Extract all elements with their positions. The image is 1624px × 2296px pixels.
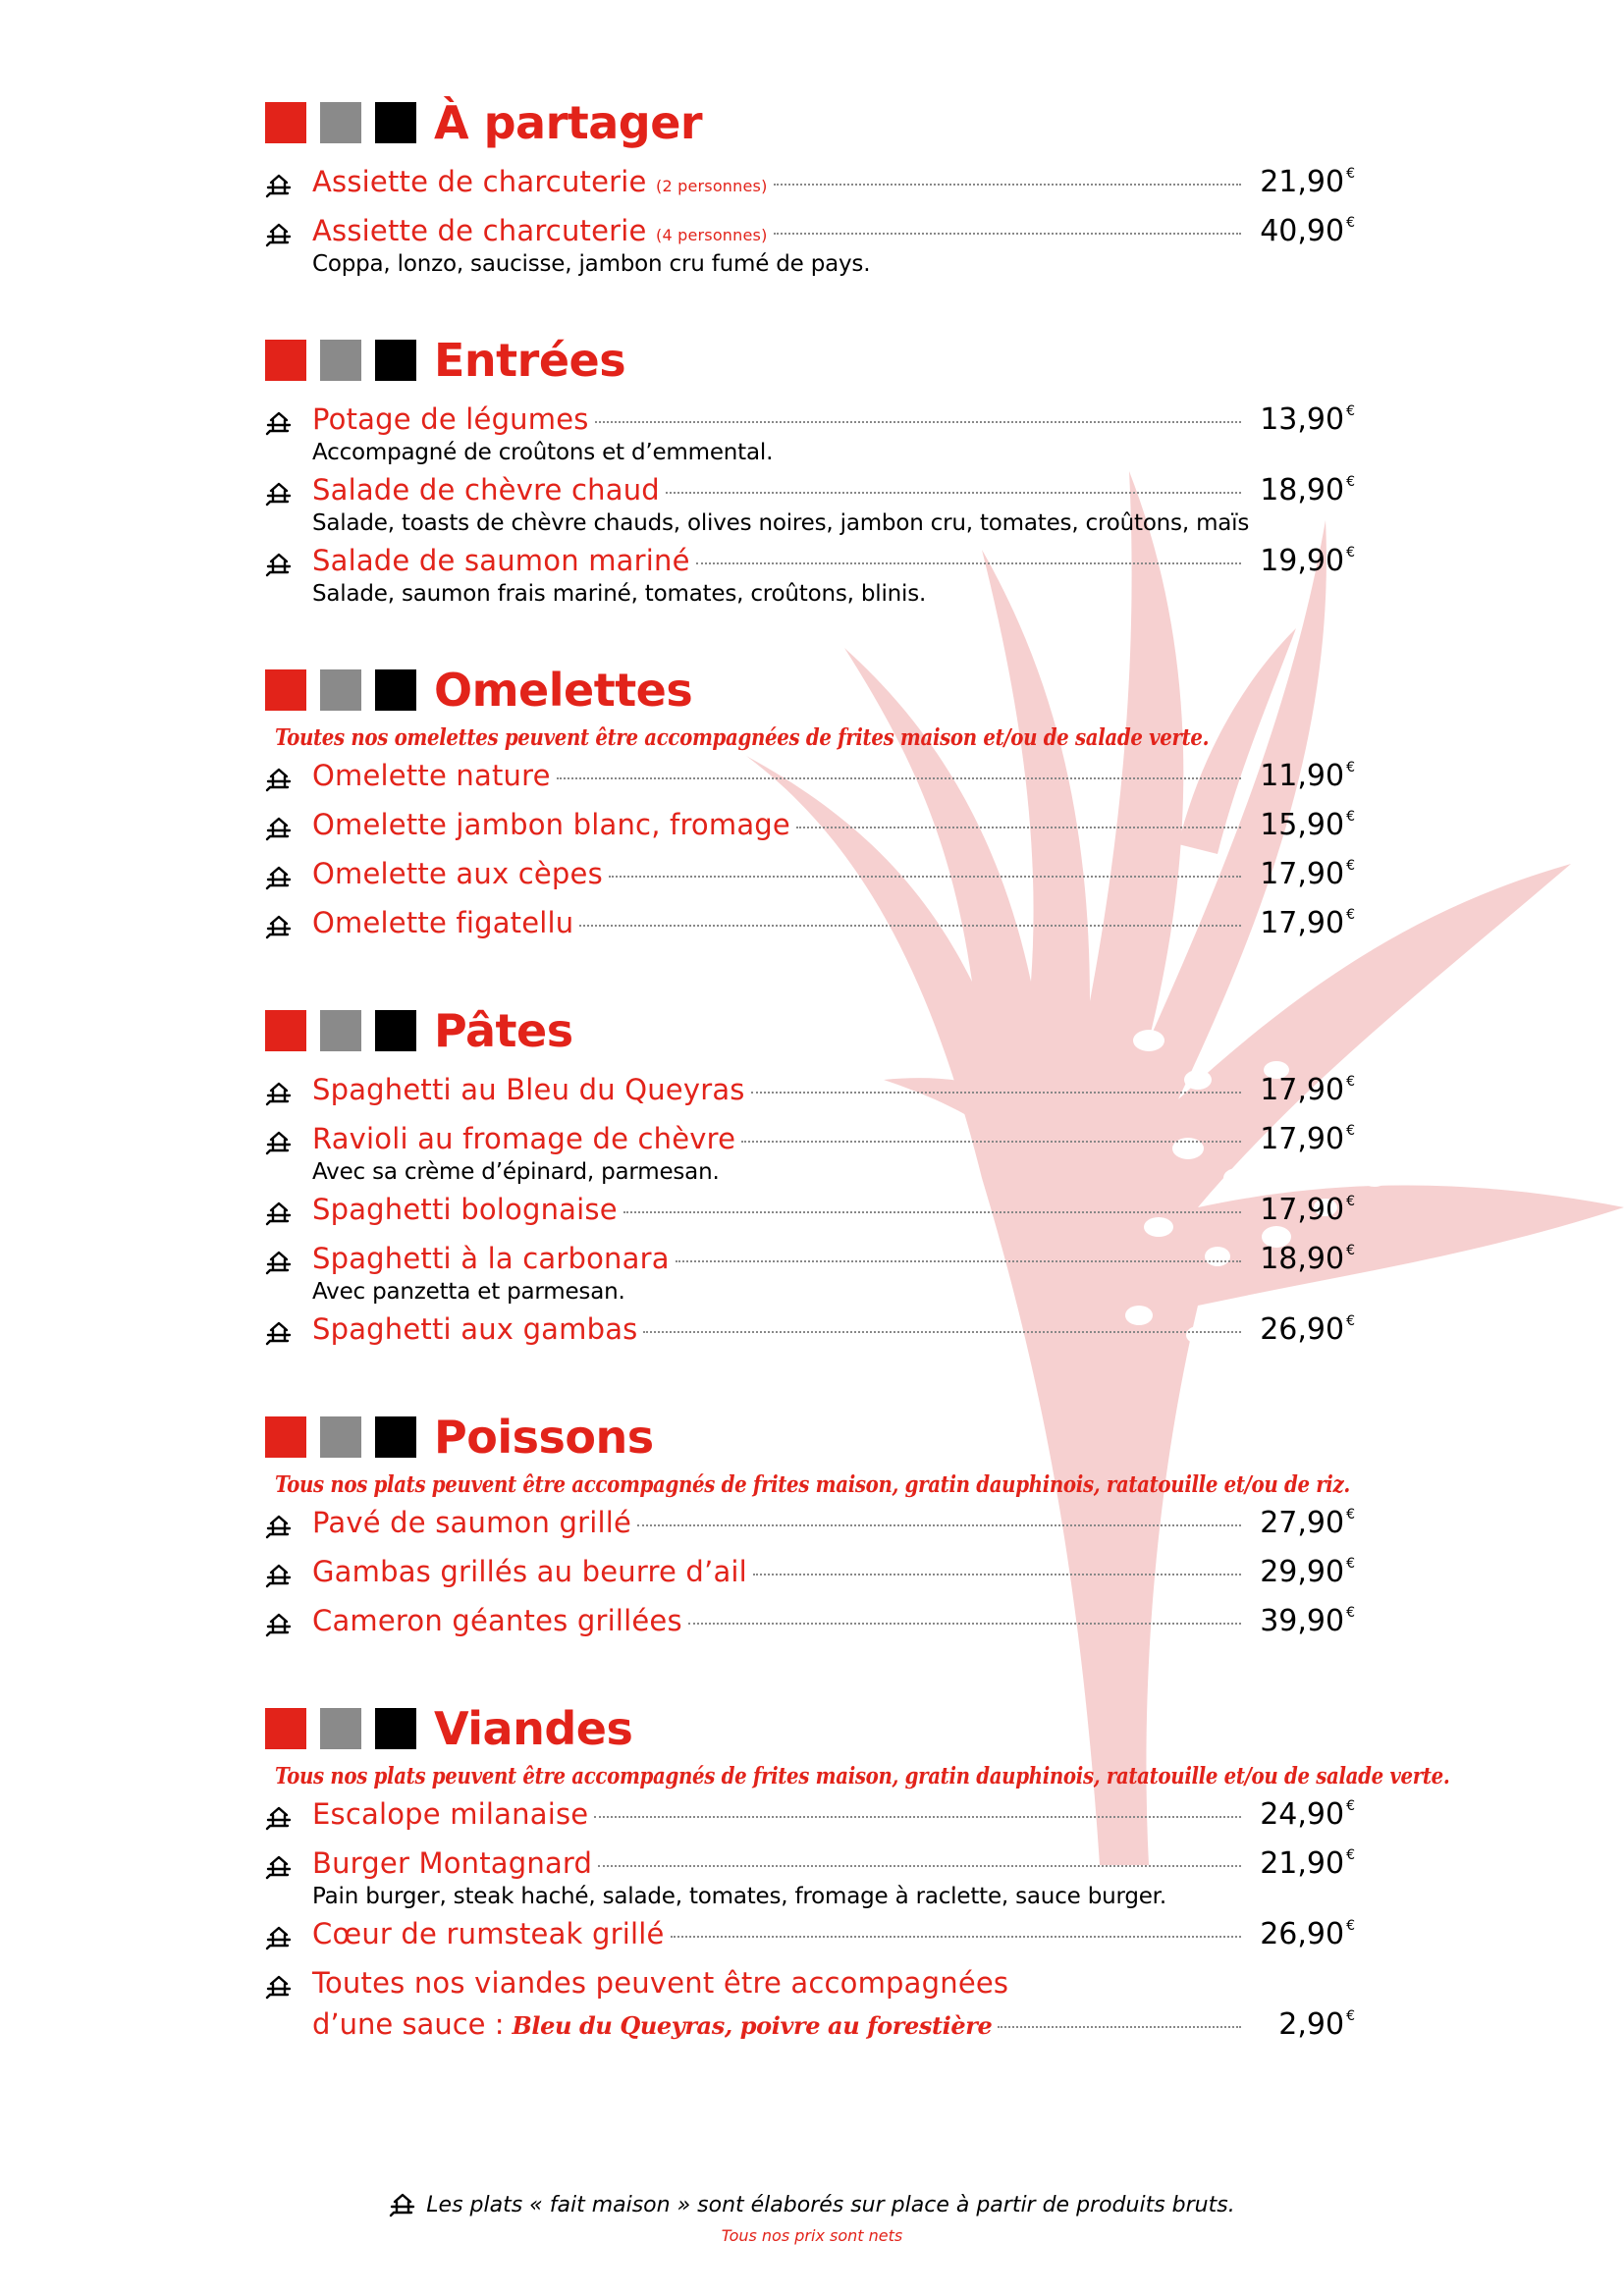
fait-maison-house-pan-icon bbox=[265, 480, 293, 507]
menu-section-4 bbox=[265, 1403, 1355, 1645]
euro-sign: € bbox=[1346, 760, 1355, 775]
item-name-sub: (4 personnes) bbox=[656, 226, 768, 244]
item-price-value: 17,90 bbox=[1260, 906, 1345, 940]
euro-sign: € bbox=[1346, 907, 1355, 923]
item-price-value: 39,90 bbox=[1260, 1604, 1345, 1638]
item-name bbox=[312, 1797, 588, 1831]
euro-sign: € bbox=[1346, 1194, 1355, 1209]
item-name bbox=[312, 402, 589, 436]
item-price-value: 21,90 bbox=[1260, 1846, 1345, 1881]
grey-square bbox=[320, 1010, 361, 1051]
item-name bbox=[312, 759, 551, 792]
section-title: Pâtes bbox=[434, 1004, 573, 1057]
menu-item-line bbox=[265, 857, 1355, 898]
item-name-text: Omelette jambon blanc, fromage bbox=[312, 808, 790, 841]
menu-item-line bbox=[265, 808, 1355, 849]
fait-maison-house-pan-icon bbox=[265, 1200, 293, 1227]
item-name bbox=[312, 1604, 682, 1637]
item-name-text: Escalope milanaise bbox=[312, 1797, 589, 1831]
euro-sign: € bbox=[1346, 1918, 1355, 1934]
item-price bbox=[1247, 1506, 1355, 1540]
item-description: Avec sa crème d’épinard, parmesan. bbox=[312, 1159, 720, 1185]
menu-item-line bbox=[265, 165, 1355, 206]
item-price-value: 17,90 bbox=[1260, 857, 1345, 891]
fait-maison-house-pan-icon bbox=[265, 1924, 293, 1951]
dotted-leader bbox=[751, 1092, 1241, 1094]
menu-section-2 bbox=[265, 656, 1355, 947]
item-price-value: 40,90 bbox=[1260, 214, 1345, 248]
dotted-leader bbox=[774, 184, 1241, 186]
item-price-value: 26,90 bbox=[1260, 1917, 1345, 1951]
red-square bbox=[265, 1010, 306, 1051]
section-header bbox=[265, 1694, 1355, 1763]
item-price bbox=[1247, 544, 1355, 578]
euro-sign: € bbox=[1346, 166, 1355, 182]
euro-sign: € bbox=[1346, 545, 1355, 561]
menu-item bbox=[265, 165, 1355, 206]
section-note: Toutes nos omelettes peuvent être accompagnées de frites maison et/ou de salade verte. bbox=[275, 724, 1210, 751]
item-name-sub: (2 personnes) bbox=[656, 177, 768, 195]
menu-item bbox=[265, 402, 1355, 465]
menu-item bbox=[265, 857, 1355, 898]
black-square bbox=[375, 669, 416, 711]
menu-item-line bbox=[265, 1797, 1355, 1839]
dotted-leader bbox=[741, 1141, 1241, 1143]
item-price bbox=[1247, 1193, 1355, 1227]
red-square bbox=[265, 340, 306, 381]
item-price-value: 29,90 bbox=[1260, 1555, 1345, 1589]
item-name-text: Salade de saumon mariné bbox=[312, 544, 690, 577]
menu-item-line bbox=[265, 1242, 1355, 1283]
fait-maison-house-pan-icon bbox=[265, 409, 293, 437]
dotted-leader bbox=[623, 1211, 1241, 1213]
dotted-leader bbox=[676, 1260, 1241, 1262]
item-price bbox=[1247, 1122, 1355, 1156]
item-price bbox=[1247, 906, 1355, 940]
section-header bbox=[265, 326, 1355, 395]
item-price-value: 19,90 bbox=[1260, 544, 1345, 578]
item-name-text: Gambas grillés au beurre d’ail bbox=[312, 1555, 747, 1588]
menu-item bbox=[265, 1604, 1355, 1645]
item-name-text: Spaghetti bolognaise bbox=[312, 1193, 618, 1226]
dotted-leader bbox=[579, 925, 1241, 927]
item-price bbox=[1247, 759, 1355, 793]
dotted-leader bbox=[609, 876, 1241, 878]
item-name bbox=[312, 1073, 745, 1106]
item-name-text: Spaghetti au Bleu du Queyras bbox=[312, 1073, 745, 1106]
black-square bbox=[375, 340, 416, 381]
menu-item bbox=[265, 759, 1355, 800]
euro-sign: € bbox=[1346, 215, 1355, 231]
item-price-value: 17,90 bbox=[1260, 1073, 1345, 1107]
black-square bbox=[375, 1010, 416, 1051]
section-header bbox=[265, 1403, 1355, 1471]
fait-maison-house-pan-icon bbox=[265, 1319, 293, 1347]
fait-maison-house-pan-icon bbox=[265, 864, 293, 891]
fait-maison-house-pan-icon bbox=[265, 551, 293, 578]
menu-item-line bbox=[265, 906, 1355, 947]
menu-item bbox=[265, 473, 1355, 536]
menu-item bbox=[265, 1846, 1355, 1909]
sauce-intro: Toutes nos viandes peuvent être accompagnées bbox=[312, 1966, 1009, 2000]
euro-sign: € bbox=[1346, 1074, 1355, 1090]
sauce-line-2 bbox=[312, 2007, 1355, 2049]
menu-item bbox=[265, 1312, 1355, 1354]
fait-maison-house-pan-icon bbox=[265, 172, 293, 199]
menu-section-1 bbox=[265, 326, 1355, 607]
menu-section-0 bbox=[265, 88, 1355, 277]
item-name-text: Potage de légumes bbox=[312, 402, 589, 436]
item-name bbox=[312, 1506, 631, 1539]
grey-square bbox=[320, 1708, 361, 1749]
grey-square bbox=[320, 1416, 361, 1458]
item-name-text: Assiette de charcuterie bbox=[312, 165, 647, 198]
sauce-line-1 bbox=[265, 1966, 1355, 2007]
fait-maison-house-pan-icon bbox=[265, 1080, 293, 1107]
item-price-value: 27,90 bbox=[1260, 1506, 1345, 1540]
fait-maison-house-pan-icon bbox=[265, 913, 293, 940]
grey-square bbox=[320, 102, 361, 143]
red-square bbox=[265, 1708, 306, 1749]
item-price-value: 21,90 bbox=[1260, 165, 1345, 199]
item-price bbox=[1247, 1797, 1355, 1832]
item-price-value: 13,90 bbox=[1260, 402, 1345, 437]
item-name-text: Spaghetti aux gambas bbox=[312, 1312, 638, 1346]
item-name bbox=[312, 1312, 637, 1346]
item-name bbox=[312, 214, 768, 247]
item-price-value: 11,90 bbox=[1260, 759, 1345, 793]
section-title: Entrées bbox=[434, 334, 626, 387]
dotted-leader bbox=[557, 777, 1241, 779]
footer-homemade-text: Les plats « fait maison » sont élaborés sur place à partir de produits bruts. bbox=[426, 2192, 1235, 2217]
dotted-leader bbox=[666, 492, 1241, 494]
item-name bbox=[312, 1193, 618, 1226]
euro-sign: € bbox=[1346, 1556, 1355, 1572]
black-square bbox=[375, 1708, 416, 1749]
fait-maison-house-pan-icon bbox=[265, 1973, 293, 2001]
sauce-item bbox=[265, 1966, 1355, 2049]
item-name bbox=[312, 857, 603, 890]
euro-sign: € bbox=[1346, 809, 1355, 825]
euro-sign: € bbox=[1346, 858, 1355, 874]
euro-sign: € bbox=[1346, 1123, 1355, 1139]
euro-sign: € bbox=[1346, 403, 1355, 419]
item-description: Salade, saumon frais mariné, tomates, croûtons, blinis. bbox=[312, 581, 927, 607]
item-price bbox=[1247, 1073, 1355, 1107]
item-price-value: 17,90 bbox=[1260, 1122, 1345, 1156]
fait-maison-house-pan-icon bbox=[265, 1129, 293, 1156]
menu-item bbox=[265, 1917, 1355, 1958]
dotted-leader bbox=[796, 827, 1241, 828]
menu-item-line bbox=[265, 544, 1355, 585]
euro-sign: € bbox=[1346, 1798, 1355, 1814]
item-price-value: 18,90 bbox=[1260, 1242, 1345, 1276]
fait-maison-house-pan-icon bbox=[265, 1804, 293, 1832]
grey-square bbox=[320, 340, 361, 381]
fait-maison-house-pan-icon bbox=[389, 2191, 416, 2218]
item-price bbox=[1247, 1604, 1355, 1638]
item-description: Salade, toasts de chèvre chauds, olives noires, jambon cru, tomates, croûtons, maïs bbox=[312, 510, 1250, 536]
item-description: Accompagné de croûtons et d’emmental. bbox=[312, 440, 774, 465]
section-header bbox=[265, 656, 1355, 724]
dotted-leader bbox=[696, 562, 1241, 564]
dotted-leader bbox=[774, 233, 1241, 235]
euro-sign: € bbox=[1346, 1243, 1355, 1258]
item-price-value: 24,90 bbox=[1260, 1797, 1345, 1832]
item-name-text: Burger Montagnard bbox=[312, 1846, 593, 1880]
menu-item-line bbox=[265, 1073, 1355, 1114]
menu-item bbox=[265, 906, 1355, 947]
menu-item bbox=[265, 1506, 1355, 1547]
euro-sign: € bbox=[1346, 474, 1355, 490]
menu-section-5 bbox=[265, 1694, 1450, 2049]
item-price bbox=[1247, 1242, 1355, 1276]
menu-item bbox=[265, 1193, 1355, 1234]
sauce-options: Bleu du Queyras, poivre au forestière bbox=[512, 2011, 993, 2040]
menu-item-line bbox=[265, 759, 1355, 800]
item-name bbox=[312, 1846, 592, 1880]
menu-item bbox=[265, 1555, 1355, 1596]
section-header bbox=[265, 88, 1355, 157]
red-square bbox=[265, 669, 306, 711]
item-price bbox=[1247, 214, 1355, 248]
item-name bbox=[312, 1555, 747, 1588]
item-name-text: Spaghetti à la carbonara bbox=[312, 1242, 670, 1275]
item-name bbox=[312, 165, 768, 198]
footer-prices-net: Tous nos prix sont nets bbox=[721, 2226, 903, 2245]
menu-page bbox=[265, 88, 1450, 2098]
menu-item-line bbox=[265, 1917, 1355, 1958]
section-note: Tous nos plats peuvent être accompagnés de frites maison, gratin dauphinois, ratatouille et/ou de riz. bbox=[275, 1471, 1350, 1498]
item-price bbox=[1247, 165, 1355, 199]
sauce-label: d’une sauce : bbox=[312, 2007, 505, 2041]
menu-item-line bbox=[265, 1555, 1355, 1596]
item-description: Avec panzetta et parmesan. bbox=[312, 1279, 625, 1305]
item-price bbox=[1247, 808, 1355, 842]
item-price bbox=[1247, 1312, 1355, 1347]
dotted-leader bbox=[594, 1816, 1241, 1818]
item-price bbox=[1247, 473, 1355, 507]
item-name-text: Ravioli au fromage de chèvre bbox=[312, 1122, 736, 1155]
item-price bbox=[1247, 1917, 1355, 1951]
euro-sign: € bbox=[1346, 1507, 1355, 1522]
section-title: À partager bbox=[434, 96, 703, 149]
item-name bbox=[312, 1242, 670, 1275]
item-name bbox=[312, 473, 660, 507]
section-header bbox=[265, 996, 1355, 1065]
item-name-text: Omelette nature bbox=[312, 759, 551, 792]
menu-item-line bbox=[265, 1846, 1355, 1888]
fait-maison-house-pan-icon bbox=[265, 1513, 293, 1540]
fait-maison-house-pan-icon bbox=[265, 766, 293, 793]
item-name-text: Assiette de charcuterie bbox=[312, 214, 647, 247]
menu-item bbox=[265, 544, 1355, 607]
dotted-leader bbox=[671, 1936, 1241, 1938]
menu-item-line bbox=[265, 1506, 1355, 1547]
item-name-text: Pavé de saumon grillé bbox=[312, 1506, 632, 1539]
euro-sign: € bbox=[1346, 1847, 1355, 1863]
menu-item-line bbox=[265, 1312, 1355, 1354]
menu-item bbox=[265, 1797, 1355, 1839]
item-name bbox=[312, 544, 690, 577]
item-price bbox=[1247, 857, 1355, 891]
item-name-text: Omelette aux cèpes bbox=[312, 857, 603, 890]
menu-item bbox=[265, 214, 1355, 277]
item-price-value: 17,90 bbox=[1260, 1193, 1345, 1227]
menu-item-line bbox=[265, 214, 1355, 255]
item-price bbox=[1247, 1846, 1355, 1881]
menu-item-line bbox=[265, 1122, 1355, 1163]
fait-maison-house-pan-icon bbox=[265, 221, 293, 248]
menu-item-line bbox=[265, 1193, 1355, 1234]
item-price bbox=[1247, 402, 1355, 437]
red-square bbox=[265, 1416, 306, 1458]
menu-section-3 bbox=[265, 996, 1355, 1354]
menu-item bbox=[265, 1242, 1355, 1305]
item-name-text: Cœur de rumsteak grillé bbox=[312, 1917, 665, 1950]
dotted-leader bbox=[598, 1865, 1241, 1867]
fait-maison-house-pan-icon bbox=[265, 1249, 293, 1276]
item-name-text: Salade de chèvre chaud bbox=[312, 473, 660, 507]
section-title: Omelettes bbox=[434, 664, 693, 717]
dotted-leader bbox=[637, 1524, 1241, 1526]
fait-maison-house-pan-icon bbox=[265, 1611, 293, 1638]
section-note: Tous nos plats peuvent être accompagnés de frites maison, gratin dauphinois, ratatouille et/ou de salade verte. bbox=[275, 1763, 1450, 1789]
dotted-leader bbox=[595, 421, 1241, 423]
item-name-text: Cameron géantes grillées bbox=[312, 1604, 682, 1637]
menu-item bbox=[265, 1073, 1355, 1114]
dotted-leader bbox=[998, 2026, 1241, 2028]
section-title: Poissons bbox=[434, 1411, 654, 1464]
item-price-value: 18,90 bbox=[1260, 473, 1345, 507]
item-name-text: Omelette figatellu bbox=[312, 906, 574, 939]
grey-square bbox=[320, 669, 361, 711]
dotted-leader bbox=[753, 1574, 1241, 1575]
item-price bbox=[1247, 2007, 1355, 2042]
black-square bbox=[375, 102, 416, 143]
fait-maison-house-pan-icon bbox=[265, 1853, 293, 1881]
menu-item-line bbox=[265, 473, 1355, 514]
euro-sign: € bbox=[1346, 2008, 1355, 2024]
section-title: Viandes bbox=[434, 1702, 633, 1755]
item-name bbox=[312, 906, 573, 939]
euro-sign: € bbox=[1346, 1313, 1355, 1329]
menu-item-line bbox=[265, 402, 1355, 444]
item-description: Pain burger, steak haché, salade, tomates, fromage à raclette, sauce burger. bbox=[312, 1884, 1166, 1909]
item-price-value: 15,90 bbox=[1260, 808, 1345, 842]
item-price bbox=[1247, 1555, 1355, 1589]
red-square bbox=[265, 102, 306, 143]
menu-item-line bbox=[265, 1604, 1355, 1645]
fait-maison-house-pan-icon bbox=[265, 815, 293, 842]
black-square bbox=[375, 1416, 416, 1458]
item-description: Coppa, lonzo, saucisse, jambon cru fumé de pays. bbox=[312, 251, 871, 277]
item-price-value: 26,90 bbox=[1260, 1312, 1345, 1347]
footer-homemade-line bbox=[389, 2191, 1234, 2218]
item-price-value: 2,90 bbox=[1278, 2007, 1345, 2042]
fait-maison-house-pan-icon bbox=[265, 1562, 293, 1589]
menu-item bbox=[265, 1122, 1355, 1185]
item-name bbox=[312, 1122, 735, 1155]
menu-item bbox=[265, 808, 1355, 849]
item-name bbox=[312, 808, 790, 841]
item-name bbox=[312, 1917, 665, 1950]
dotted-leader bbox=[688, 1623, 1241, 1625]
footer bbox=[0, 2191, 1624, 2245]
dotted-leader bbox=[643, 1331, 1241, 1333]
euro-sign: € bbox=[1346, 1605, 1355, 1621]
